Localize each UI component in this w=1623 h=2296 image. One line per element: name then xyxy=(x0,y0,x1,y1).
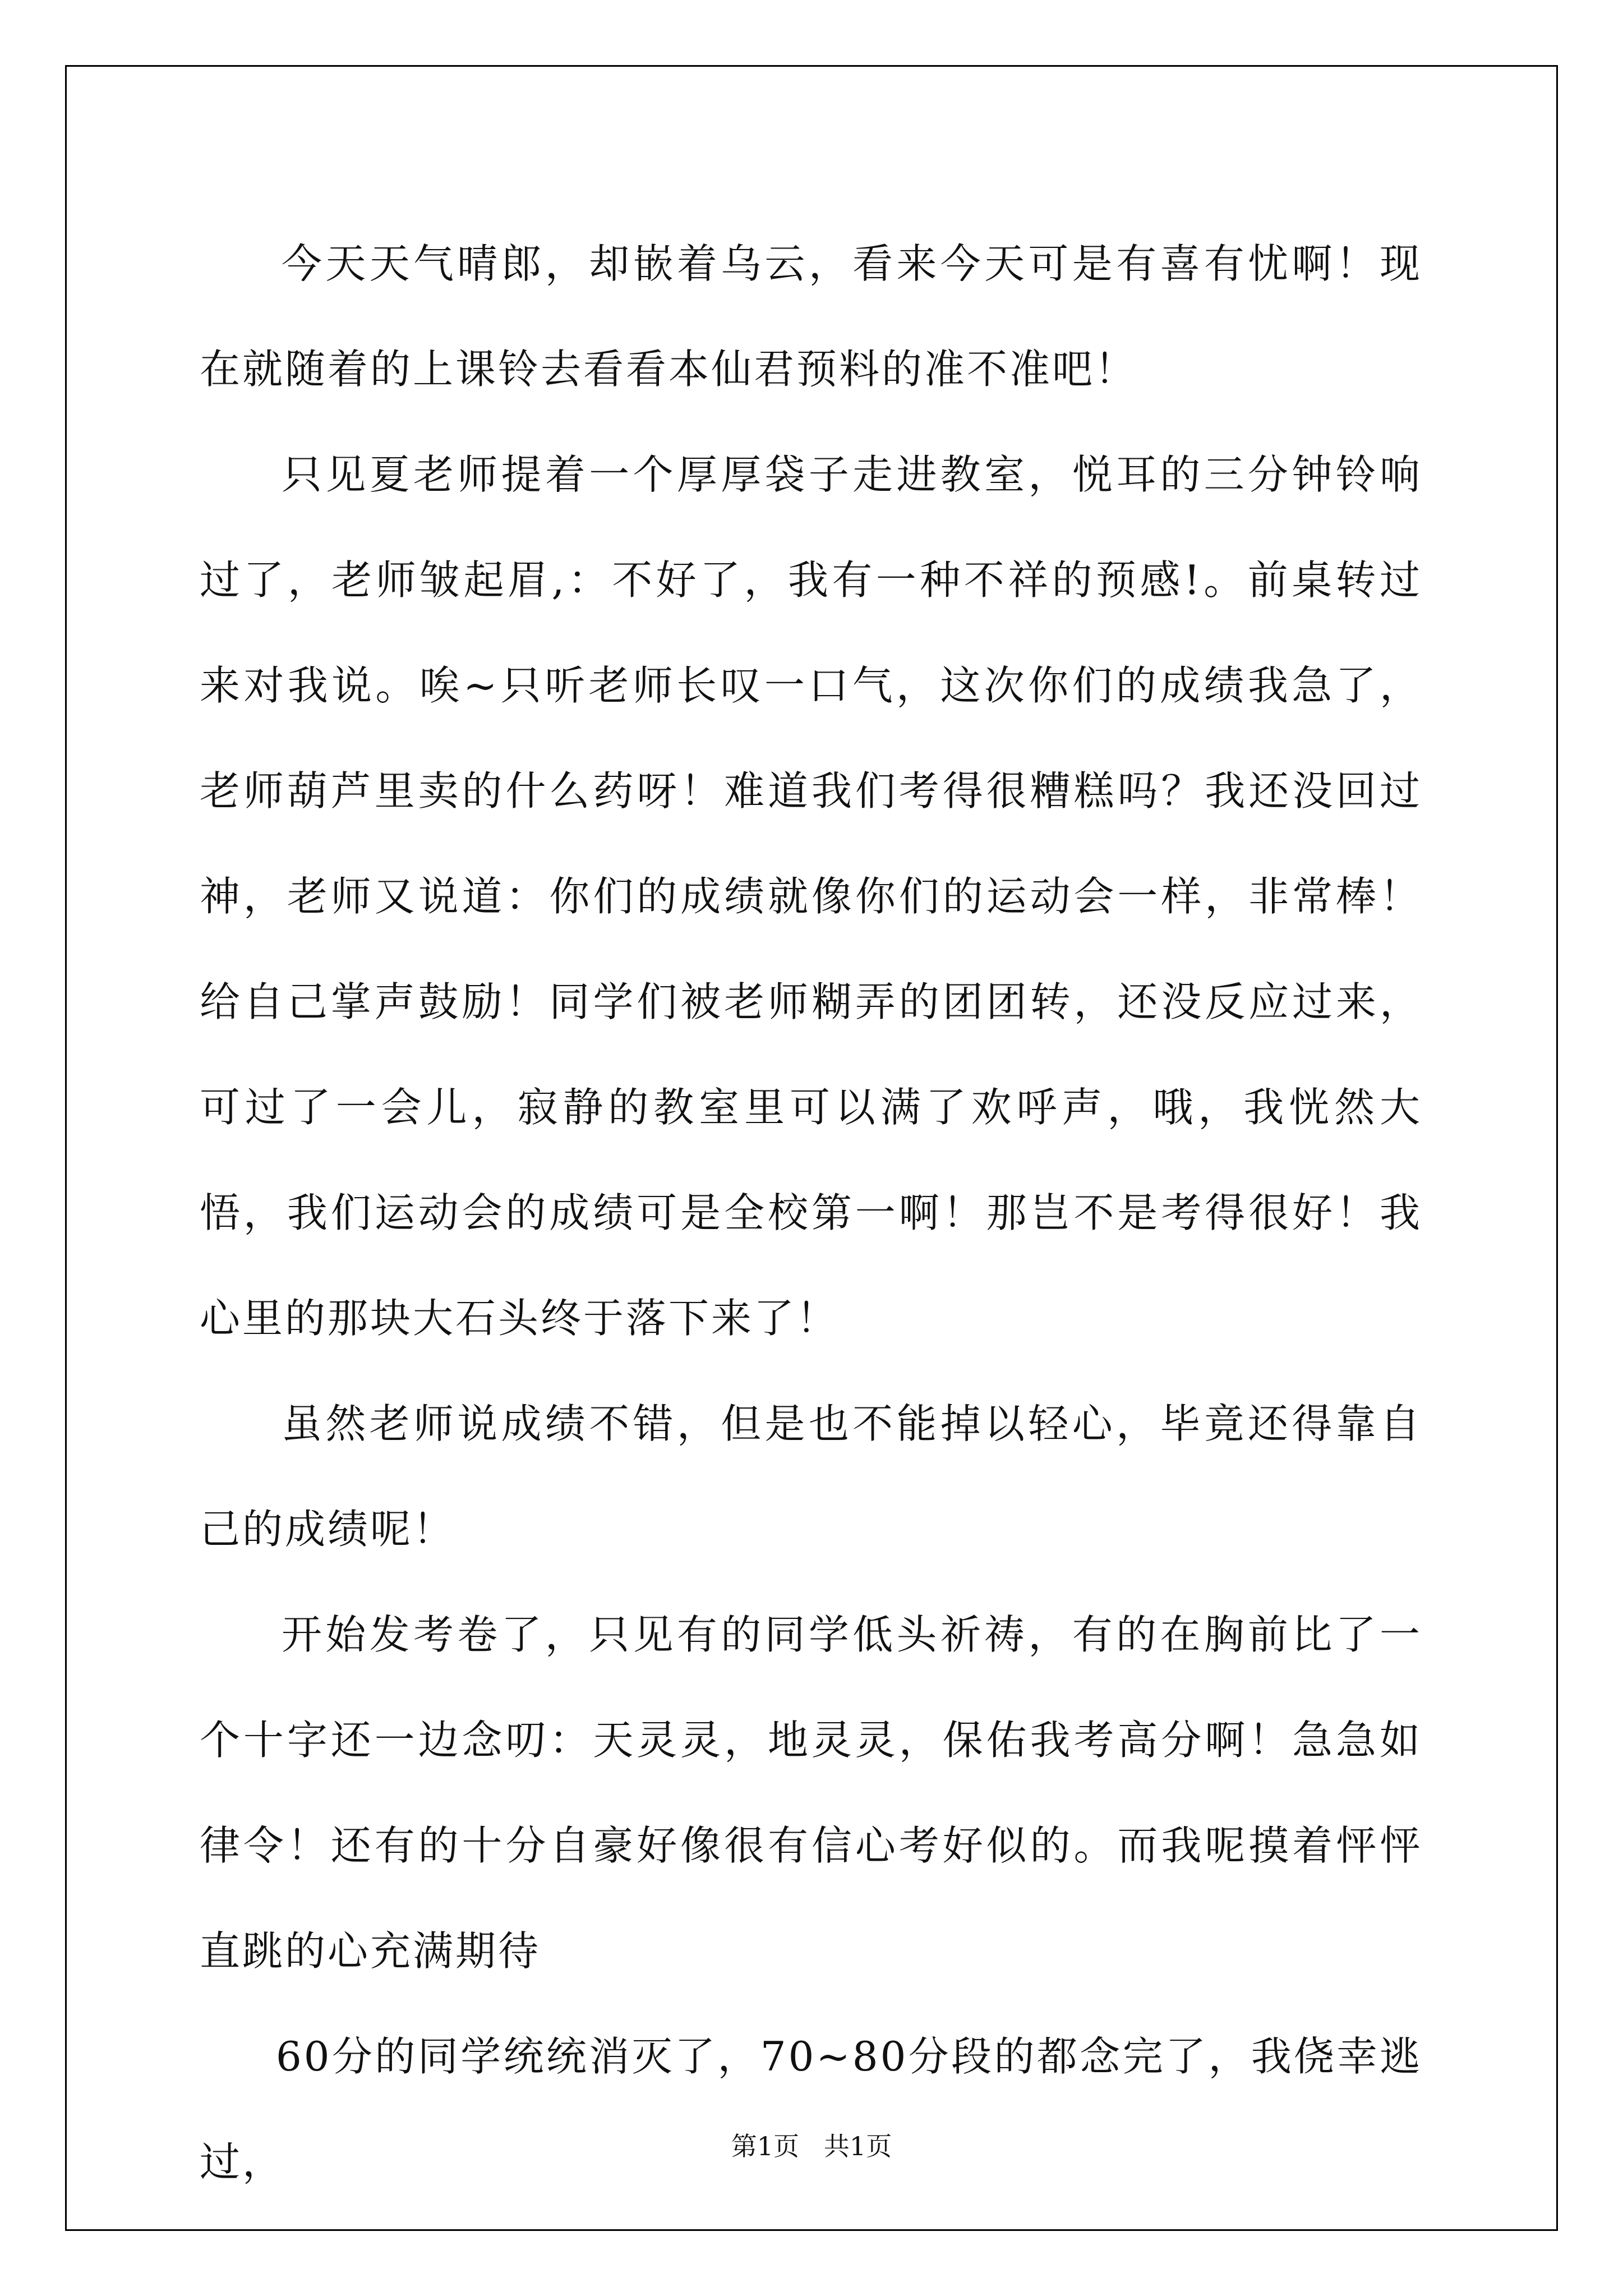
paragraph: 今天天气晴郎，却嵌着乌云，看来今天可是有喜有忧啊！现在就随着的上课铃去看看本仙君预料的准不准吧！ xyxy=(200,240,1422,393)
paragraph: 60分的同学统统消灭了，70~80分段的都念完了，我侥幸逃过， xyxy=(200,2033,1422,2185)
paragraph: 开始发考卷了，只见有的同学低头祈祷，有的在胸前比了一个十字还一边念叨：天灵灵，地灵灵，保佑我考高分啊！急急如律令！还有的十分自豪好像很有信心考好似的。而我呢摸着怦怦直跳的心充满期待 xyxy=(200,1611,1422,1975)
page-footer: 第1页 共1页 xyxy=(731,2131,892,2161)
paragraph: 只见夏老师提着一个厚厚袋子走进教室，悦耳的三分钟铃响过了，老师皱起眉,：不好了，我有一种不祥的预感!。前桌转过来对我说。唉~只听老师长叹一口气，这次你们的成绩我急了，老师葫芦里卖的什么药呀！难道我们考得很糟糕吗？我还没回过神，老师又说道：你们的成绩就像你们的运动会一样，非常棒！给自己掌声鼓励！同学们被老师糊弄的团团转，还没反应过来，可过了一会儿，寂静的教室里可以满了欢呼声，哦，我恍然大悟，我们运动会的成绩可是全校第一啊！那岂不是考得很好！我心里的那块大石头终于落下来了！ xyxy=(200,451,1422,1342)
paragraph: 虽然老师说成绩不错，但是也不能掉以轻心，毕竟还得靠自己的成绩呢！ xyxy=(200,1400,1422,1553)
document-body xyxy=(200,211,1422,2215)
